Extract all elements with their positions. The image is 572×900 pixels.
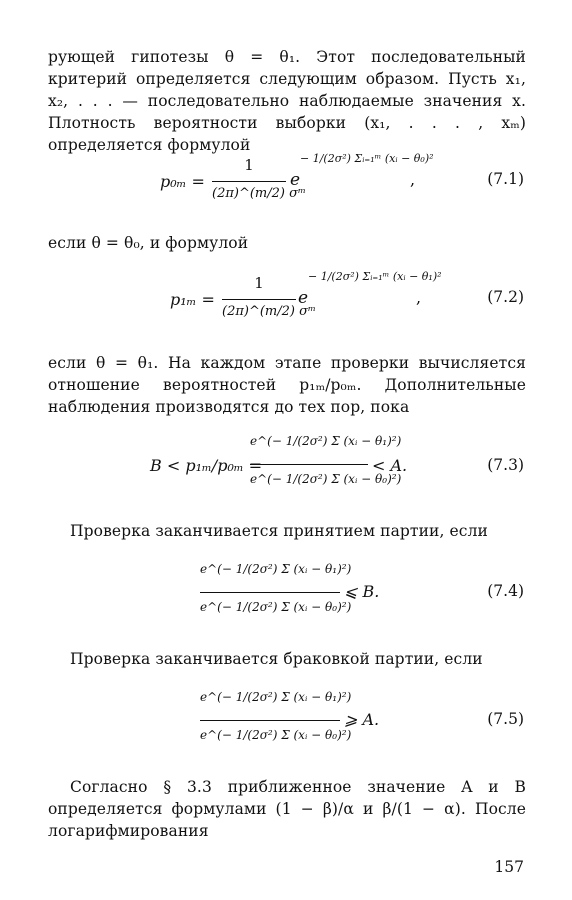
eq-7-2-exponent: − 1/(2σ²) Σᵢ₌₁ᵐ (xᵢ − θ₁)² [308, 270, 442, 283]
eq-7-1-number: (7.1) [487, 170, 524, 188]
eq-7-5-rhs: ⩾ A. [344, 710, 380, 729]
eq-7-5-number: (7.5) [487, 710, 524, 728]
equation-7-2 [0, 268, 572, 319]
eq-7-5-den: e^(− 1/(2σ²) Σ (xᵢ − θ₀)²) [200, 728, 352, 742]
eq-7-1-fraction-bar [212, 181, 286, 182]
equation-7-3 [0, 430, 572, 486]
eq-7-5-fraction-bar [200, 720, 340, 721]
paragraph-3: Согласно § 3.3 приближенное значение A и B определяется формулами (1 − β)/α и β/(1 − α). После логарифмирования [48, 778, 526, 840]
eq-7-4-num: e^(− 1/(2σ²) Σ (xᵢ − θ₁)²) [200, 562, 352, 576]
eq-7-4-fraction-bar [200, 592, 340, 593]
text-accept: Проверка заканчивается принятием партии, если [70, 522, 488, 540]
eq-7-2-lhs: p₁ₘ = [170, 290, 215, 309]
eq-7-3-fraction-bar [250, 464, 368, 465]
eq-7-4-den: e^(− 1/(2σ²) Σ (xᵢ − θ₀)²) [200, 600, 352, 614]
eq-7-1-lhs: p₀ₘ = [160, 172, 205, 191]
text-between-1: если θ = θ₀, и формулой [48, 234, 249, 252]
eq-7-4-number: (7.4) [487, 582, 524, 600]
eq-7-2-num: 1 [254, 274, 264, 292]
eq-7-1-exp-base: e [290, 170, 301, 190]
eq-7-2-den: (2π)^(m/2) σᵐ [222, 304, 316, 319]
eq-7-3-den: e^(− 1/(2σ²) Σ (xᵢ − θ₀)²) [250, 472, 402, 486]
eq-7-3-number: (7.3) [487, 456, 524, 474]
eq-7-3-rhs: < A. [372, 456, 408, 475]
eq-7-5-num: e^(− 1/(2σ²) Σ (xᵢ − θ₁)²) [200, 690, 352, 704]
paragraph-2: если θ = θ₁. На каждом этапе проверки вычисляется отношение вероятностей p₁ₘ/p₀ₘ. Дополнительные наблюдения производятся до тех пор, пока [48, 354, 526, 416]
page-number: 157 [494, 858, 524, 876]
eq-7-1-tail: , [410, 170, 416, 189]
eq-7-1-num: 1 [244, 156, 254, 174]
eq-7-2-exp-base: e [298, 288, 309, 308]
text-reject: Проверка заканчивается браковкой партии, если [70, 650, 483, 668]
equation-7-1 [0, 150, 572, 201]
eq-7-3-num: e^(− 1/(2σ²) Σ (xᵢ − θ₁)²) [250, 434, 402, 448]
equation-7-5 [0, 686, 572, 742]
eq-7-4-rhs: ⩽ B. [344, 582, 380, 601]
eq-7-3-lhs: B < p₁ₘ/p₀ₘ = [150, 456, 263, 475]
eq-7-1-exponent: − 1/(2σ²) Σᵢ₌₁ᵐ (xᵢ − θ₀)² [300, 152, 434, 165]
equation-7-4 [0, 558, 572, 614]
paragraph-1: рующей гипотезы θ = θ₁. Этот последовательный критерий определяется следующим образом. Пусть x₁, x₂, . . . — последовательно наблюдаемые значения x. Плотность вероятности выборки (x₁, . . . , xₘ) определяется формулой [48, 48, 526, 154]
eq-7-1-den: (2π)^(m/2) σᵐ [212, 186, 306, 201]
eq-7-2-fraction-bar [222, 299, 296, 300]
eq-7-2-tail: , [416, 288, 422, 307]
eq-7-2-number: (7.2) [487, 288, 524, 306]
